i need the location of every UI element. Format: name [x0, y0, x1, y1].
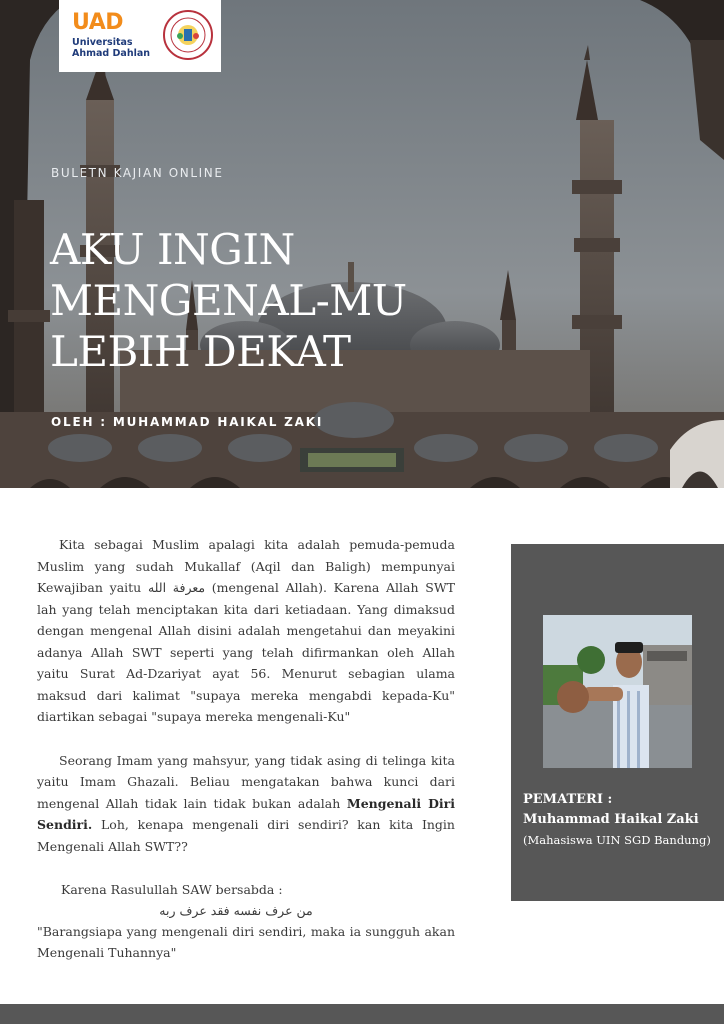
- logo-brand-text: UAD: [72, 10, 123, 35]
- paragraph-1: [37, 534, 455, 728]
- hero-banner: [0, 0, 724, 488]
- title-line-2: MENGENAL-MU: [50, 276, 407, 325]
- p1-text-after: (mengenal Allah). Karena Allah SWT lah yang telah menciptakan kita dari ketiadaan. Yang dimaksud dengan mengenal Allah disini adalah mengetahui dan meyakini adanya Allah SWT seperti yang telah difirmankan oleh Allah yaitu Surat Ad-Dzariyat ayat 56. Menurut sebagian ulama maksud dari kalimat "supaya mereka mengabdi kepada-Ku" diartikan sebagai "supaya mereka mengenali-Ku": [37, 580, 456, 724]
- title-line-3: LEBIH DEKAT: [50, 327, 351, 376]
- author-byline: OLEH : MUHAMMAD HAIKAL ZAKI: [51, 415, 324, 429]
- p1-text-before: Kita sebagai Muslim apalagi kita adalah pemuda-pemuda Muslim yang sudah Mukallaf (Aqil dan Baligh) mempunyai Kewajiban yaitu: [37, 537, 455, 595]
- title-line-1: AKU INGIN: [50, 225, 295, 274]
- organization-seal-icon: [162, 9, 214, 61]
- p2-text-after: Loh, kenapa mengenali diri sendiri? kan kita Ingin Mengenali Allah SWT??: [37, 817, 455, 854]
- hadith-translation: "Barangsiapa yang mengenali diri sendiri, maka ia sungguh akan Mengenali Tuhannya": [37, 923, 455, 960]
- article-body: [37, 534, 455, 964]
- logo-line-1: Universitas: [72, 37, 133, 48]
- p1-arabic-term: معرفة الله: [147, 580, 206, 595]
- speaker-affiliation: (Mahasiswa UIN SGD Bandung): [523, 833, 711, 847]
- p2-text-before: Seorang Imam yang mahsyur, yang tidak asing di telinga kita yaitu Imam Ghazali. Beliau mengatakan bahwa kunci dari mengenal Allah tidak lain tidak bukan adalah: [37, 752, 455, 811]
- logo-line-2: Ahmad Dahlan: [72, 48, 151, 59]
- page-title: [50, 224, 480, 377]
- speaker-label: PEMATERI :: [523, 792, 613, 807]
- paragraph-2: [37, 750, 455, 858]
- hadith-arabic: من عرف نفسه فقد عرف ربه: [159, 902, 313, 918]
- speaker-sidebar: [511, 544, 724, 901]
- footer-bar: [0, 1004, 724, 1024]
- bulletin-kicker: BULETN KAJIAN ONLINE: [51, 166, 224, 180]
- quote-intro: Karena Rasulullah SAW bersabda :: [61, 882, 283, 897]
- university-logo: [59, 0, 221, 72]
- speaker-name: Muhammad Haikal Zaki: [523, 812, 699, 827]
- p2-bold-phrase: Mengenali Diri Sendiri.: [37, 795, 455, 832]
- speaker-photo: [543, 615, 692, 768]
